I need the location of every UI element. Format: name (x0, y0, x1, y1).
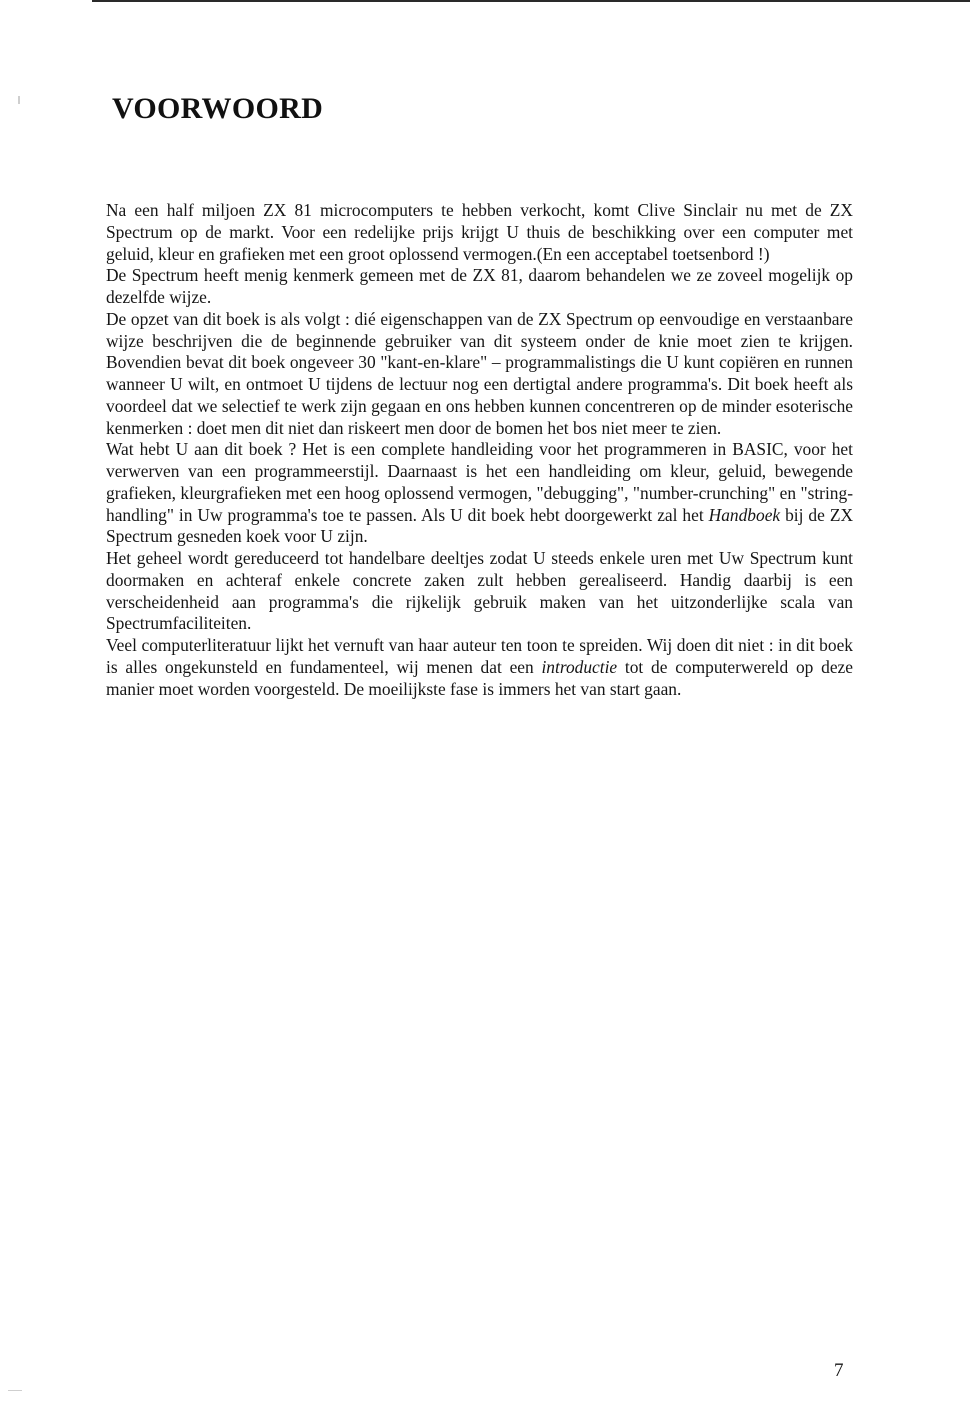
emphasis-text: introductie (541, 656, 618, 677)
page-title: VOORWOORD (112, 92, 324, 125)
paragraph (106, 635, 853, 700)
page-number: 7 (834, 1360, 844, 1381)
emphasis-text: Handboek (708, 504, 781, 525)
paragraph: Na een half miljoen ZX 81 microcomputers te hebben verkocht, komt Clive Sinclair nu met de ZX Spectrum op de markt. Voor een redelijke prijs krijgt U thuis de beschikking over een computer met geluid, kleur en grafieken met een groot oplossend vermogen.(En een acceptabel toetsenbord !) (106, 200, 853, 264)
paragraph-text: Veel computerliteratuur lijkt het vernuft van haar auteur ten toon te spreiden. Wij doen dit niet : in dit boek is alles ongekunsteld en fundamenteel, wij menen dat een (106, 635, 853, 677)
paragraph-text: tot de computerwereld op deze manier moet worden voorgesteld. De moeilijkste fase is immers het van start gaan. (106, 656, 853, 699)
paragraph-text: Wat hebt U aan dit boek ? Het is een complete handleiding voor het programmeren in BASIC, voor het verwerven van een programmeerstijl. Daarnaast is het een handleiding om kleur, geluid, bewegende grafieken, kleurgrafieken met een hoog oplossend vermogen, "debugging", "number-crunching" en "string-handling" in Uw programma's toe te passen. Als U dit boek hebt doorgewerkt zal het (106, 439, 853, 525)
paragraph-text: bij de ZX Spectrum gesneden koek voor U zijn. (106, 504, 854, 547)
paragraph: De opzet van dit boek is als volgt : dié eigenschappen van de ZX Spectrum op eenvoudige en verstaanbare wijze beschrijven die de beginnende gebruiker van dit systeem onder de knie moet zien te krijgen. Bovendien bevat dit boek ongeveer 30 "kant-en-klare" – programmalistings die U kunt copiëren en runnen wanneer U wilt, en ontmoet U tijdens de lectuur nog een dertigtal andere programma's. Dit boek heeft als voordeel dat we selectief te werk zijn gegaan en ons hebben kunnen concentreren op de minder esoterische kenmerken : doet men dit niet dan riskeert men door de bomen het bos niet meer te zien. (106, 308, 853, 438)
paragraph (106, 439, 853, 548)
scan-margin-mark (18, 96, 20, 104)
paragraph: De Spectrum heeft menig kenmerk gemeen met de ZX 81, daarom behandelen we ze zoveel mogelijk op dezelfde wijze. (106, 265, 853, 307)
foreword-body (106, 200, 853, 700)
paragraph: Het geheel wordt gereduceerd tot handelbare deeltjes zodat U steeds enkele uren met Uw Spectrum kunt doormaken en achteraf enkele concrete zaken zult hebben gerealiseerd. Handig daarbij is een verscheidenheid aan programma's die rijkelijk gebruik maken van het uitzonderlijke scala van Spectrumfaciliteiten. (106, 548, 853, 634)
scan-margin-mark (8, 1390, 22, 1391)
top-border-rule (92, 0, 970, 2)
